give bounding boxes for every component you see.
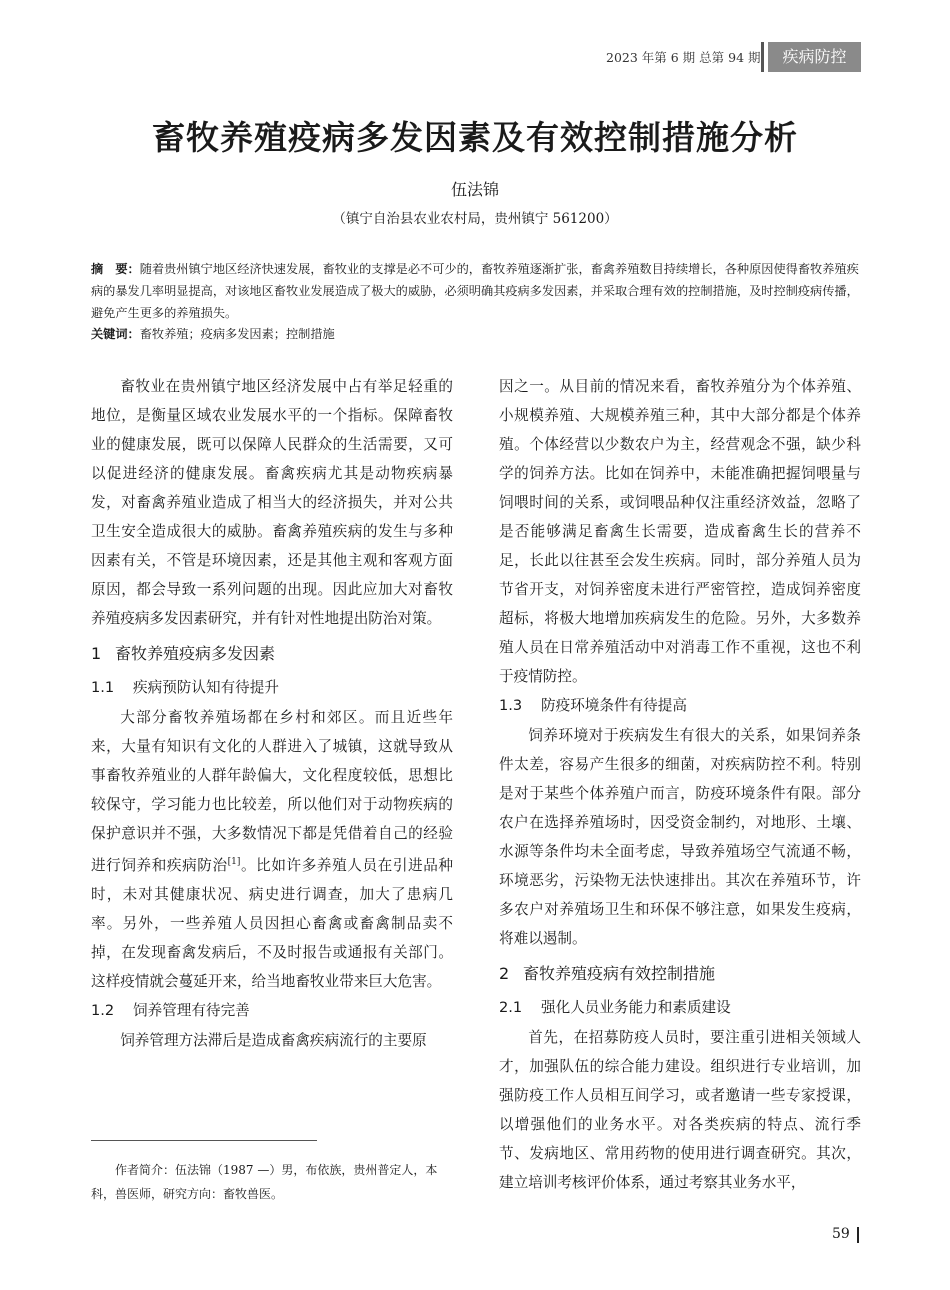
keywords xyxy=(91,324,863,344)
section-1-2-heading: 1.2 饲养管理有待完善 xyxy=(91,1001,250,1019)
page-number: 59 xyxy=(832,1226,850,1242)
section-tag: 疾病防控 xyxy=(768,42,861,72)
citation-ref: [1] xyxy=(227,857,241,867)
abstract-label: 摘 要： xyxy=(91,262,140,276)
author-name: 伍法锦 xyxy=(450,180,499,199)
section-1-3-paragraph: 饲养环境对于疾病发生有很大的关系，如果饲养条件太差，容易产生很多的细菌，对疾病防控不利。特别是对于某些个体养殖户而言，防疫环境条件有限。部分农户在选择养殖场时，因受资金制约，对地形、土壤、水源等条件均未全面考虑，导致养殖场空气流通不畅，环境恶劣，污染物无法快速排出。其次在养殖环节，许多农户对养殖场卫生和环保不够注意，如果发生疫病，将难以遏制。 xyxy=(499,727,861,947)
issue-info: 2023 年第 6 期 总第 94 期 xyxy=(606,50,761,65)
section-1-2-paragraph-cont: 因之一。从目前的情况来看，畜牧养殖分为个体养殖、小规模养殖、大规模养殖三种，其中大部分都是个体养殖。个体经营以少数农户为主，经营观念不强，缺少科学的饲养方法。比如在饲养中，未能准确把握饲喂量与饲喂时间的关系，或饲喂品种仅注重经济效益，忽略了是否能够满足畜禽生长需要，造成畜禽生长的营养不足，长此以往甚至会发生疾病。同时，部分养殖人员为节省开支，对饲养密度未进行严密管控，造成饲养密度超标，将极大地增加疾病发生的危险。另外，大多数养殖人员在日常养殖活动中对消毒工作不重视，这也不利于疫情防控。 xyxy=(499,378,861,685)
footnote-rule xyxy=(91,1140,317,1141)
section-2-heading: 2 畜牧养殖疫病有效控制措施 xyxy=(499,964,716,983)
abstract xyxy=(91,258,863,324)
keywords-label: 关键词： xyxy=(91,327,140,341)
running-header xyxy=(0,38,950,74)
right-column xyxy=(499,372,861,1197)
section-1-1-heading: 1.1 疾病预防认知有待提升 xyxy=(91,679,279,696)
left-column xyxy=(91,372,453,1055)
header-divider xyxy=(761,42,764,72)
author-footnote: 作者简介：伍法锦（1987 —）男，布依族，贵州普定人，本科，兽医师，研究方向：畜牧兽医。 xyxy=(91,1163,438,1201)
keywords-text: 畜牧养殖；疫病多发因素；控制措施 xyxy=(139,327,335,341)
section-1-3-heading: 1.3 防疫环境条件有待提高 xyxy=(499,697,687,714)
section-2-1-heading: 2.1 强化人员业务能力和素质建设 xyxy=(499,999,731,1016)
section-2-1-paragraph: 首先，在招募防疫人员时，要注重引进相关领域人才，加强队伍的综合能力建设。组织进行专业培训，加强防疫工作人员相互间学习，或者邀请一些专家授课，以增强他们的业务水平。对各类疾病的特点、流行季节、发病地区、常用药物的使用进行调查研究。其次，建立培训考核评价体系，通过考察其业务水平， xyxy=(499,1029,861,1191)
abstract-text: 随着贵州镇宁地区经济快速发展，畜牧业的支撑是必不可少的，畜牧养殖逐渐扩张，畜禽养殖数目持续增长，各种原因使得畜牧养殖疾病的暴发几率明显提高，对该地区畜牧业发展造成了极大的威胁，必须明确其疫病多发因素，并采取合理有效的控制措施，及时控制疫病传播，避免产生更多的养殖损失。 xyxy=(91,262,859,320)
article-title: 畜牧养殖疫病多发因素及有效控制措施分析 xyxy=(152,118,798,157)
intro-paragraph: 畜牧业在贵州镇宁地区经济发展中占有举足轻重的地位，是衡量区域农业发展水平的一个指标。保障畜牧业的健康发展，既可以保障人民群众的生活需要，又可以促进经济的健康发展。畜禽疾病尤其是动物疾病暴发，对畜禽养殖业造成了相当大的经济损失，并对公共卫生安全造成很大的威胁。畜禽养殖疾病的发生与多种因素有关，不管是环境因素，还是其他主观和客观方面原因，都会导致一系列问题的出现。因此应加大对畜牧养殖疫病多发因素研究，并有针对性地提出防治对策。 xyxy=(91,378,453,627)
page-number-bar xyxy=(857,1227,859,1243)
author-affiliation: （镇宁自治县农业农村局，贵州镇宁 561200） xyxy=(332,211,618,227)
section-1-heading: 1 畜牧养殖疫病多发因素 xyxy=(91,644,276,663)
section-1-1-paragraph: 大部分畜牧养殖场都在乡村和郊区。而且近些年来，大量有知识有文化的人群进入了城镇，这就导致从事畜牧养殖业的人群年龄偏大，文化程度较低，思想比较保守，学习能力也比较差，所以他们对于动物疾病的保护意识并不强，大多数情况下都是凭借着自己的经验进行饲养和疾病防治[1]。比如许多养殖人员在引进品种时，未对其健康状况、病史进行调查，加大了患病几率。另外，一些养殖人员因担心畜禽或畜禽制品卖不掉，在发现畜禽发病后，不及时报告或通报有关部门。这样疫情就会蔓延开来，给当地畜牧业带来巨大危害。 xyxy=(91,709,453,990)
section-1-2-paragraph-start: 饲养管理方法滞后是造成畜禽疾病流行的主要原 xyxy=(120,1031,427,1049)
